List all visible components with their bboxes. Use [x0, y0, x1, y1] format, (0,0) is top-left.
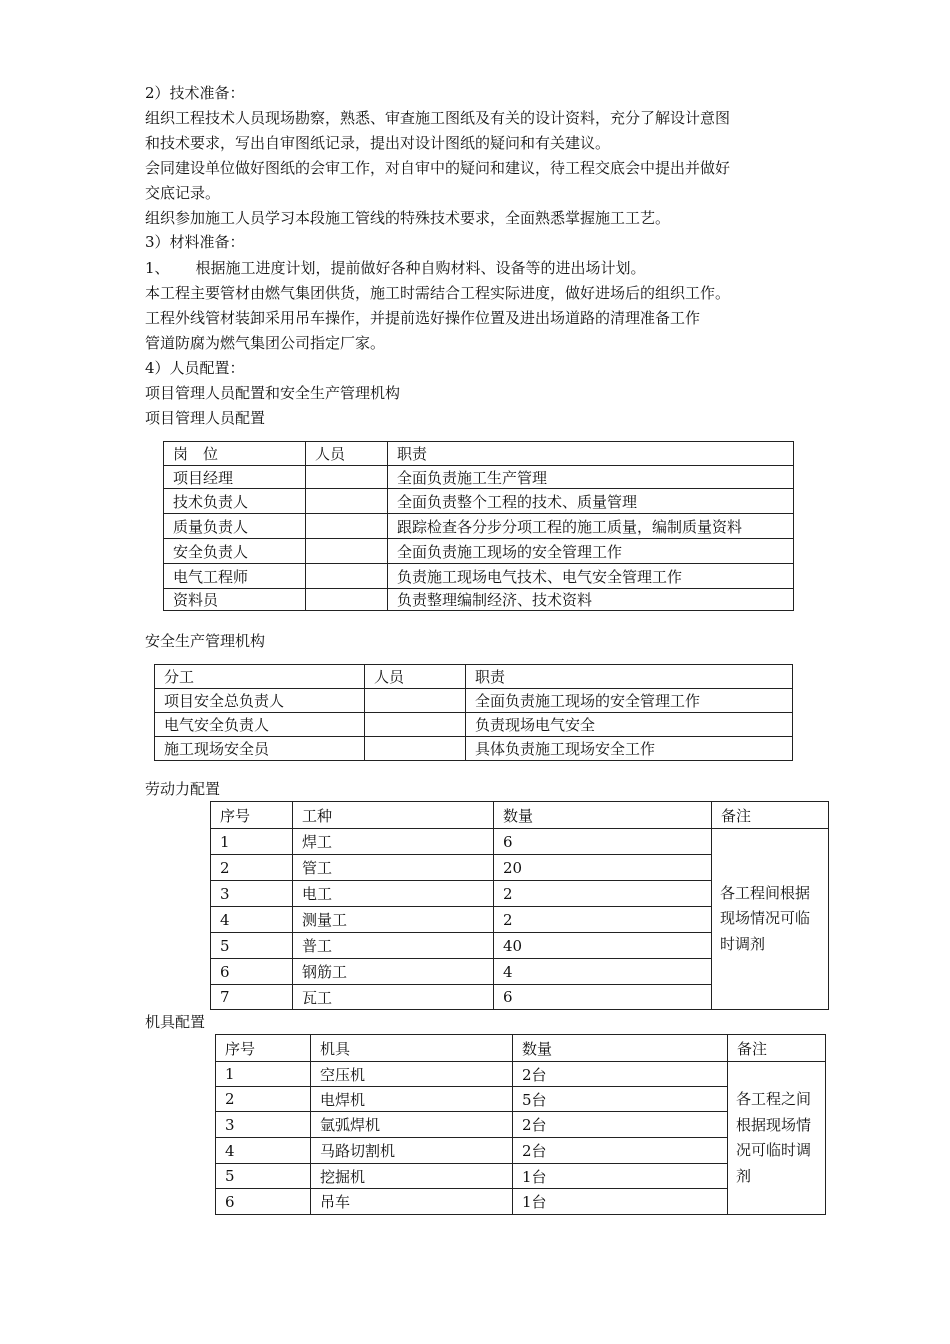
- table-header: 数量: [494, 802, 712, 829]
- table-cell: 3: [216, 1112, 311, 1138]
- table-cell: 2: [211, 855, 293, 881]
- table-cell: 3: [211, 881, 293, 907]
- table-cell: 2: [494, 881, 712, 907]
- table-cell: 5台: [513, 1087, 728, 1112]
- table-row: [155, 737, 793, 761]
- table-cell: [365, 689, 466, 713]
- paragraph-line: 会同建设单位做好图纸的会审工作，对自审中的疑问和建议，待工程交底会中提出并做好: [145, 159, 731, 177]
- table-header: 备注: [728, 1035, 826, 1062]
- table-cell: 负责整理编制经济、技术资料: [388, 589, 794, 611]
- table-cell: 6: [211, 959, 293, 985]
- table-cell: 挖掘机: [311, 1164, 513, 1189]
- table-header: 人员: [365, 665, 466, 689]
- table-header-row: [211, 802, 829, 829]
- table-row: [211, 829, 829, 855]
- table-cell: 2台: [513, 1062, 728, 1087]
- table-cell: 测量工: [293, 907, 494, 933]
- table-header-row: [164, 442, 794, 466]
- paragraph-line: 交底记录。: [145, 184, 221, 202]
- table-header: 备注: [712, 802, 829, 829]
- table-row: [216, 1062, 826, 1087]
- list-number: 1、: [145, 259, 170, 277]
- table-cell: 1: [211, 829, 293, 855]
- heading-tech-prep: 2）技术准备：: [145, 84, 245, 102]
- table-cell: 电气工程师: [164, 564, 306, 589]
- machine-table: [215, 1034, 826, 1215]
- table-cell: 钢筋工: [293, 959, 494, 985]
- table-row: [164, 514, 794, 539]
- list-text: 根据施工进度计划，提前做好各种自购材料、设备等的进出场计划。: [195, 259, 646, 277]
- table-row: [155, 713, 793, 737]
- table-note-cell: 各工程之间根据现场情况可临时调剂: [728, 1062, 826, 1215]
- table-row: [164, 589, 794, 611]
- table-cell: 全面负责施工现场的安全管理工作: [388, 539, 794, 564]
- labor-table: [210, 801, 829, 1010]
- table-header: 人员: [306, 442, 388, 466]
- table-cell: 4: [494, 959, 712, 985]
- paragraph-line: 组织工程技术人员现场勘察，熟悉、审查施工图纸及有关的设计资料，充分了解设计意图: [145, 109, 731, 127]
- paragraph-line: 管道防腐为燃气集团公司指定厂家。: [145, 334, 386, 352]
- table-cell: 负责施工现场电气技术、电气安全管理工作: [388, 564, 794, 589]
- staff-table: [163, 441, 794, 611]
- table-cell: [306, 589, 388, 611]
- table-cell: 焊工: [293, 829, 494, 855]
- table-cell: 20: [494, 855, 712, 881]
- table-cell: 项目经理: [164, 466, 306, 489]
- table-cell: 普工: [293, 933, 494, 959]
- table-cell: 全面负责整个工程的技术、质量管理: [388, 489, 794, 514]
- table-cell: 5: [216, 1164, 311, 1189]
- table-cell: 5: [211, 933, 293, 959]
- safety-table: [154, 664, 793, 761]
- table-cell: 4: [211, 907, 293, 933]
- table-cell: 6: [216, 1189, 311, 1215]
- table-header: 工种: [293, 802, 494, 829]
- table-header: 分工: [155, 665, 365, 689]
- paragraph-line: [145, 258, 646, 278]
- table-header: 岗 位: [164, 442, 306, 466]
- table-cell: 负责现场电气安全: [466, 713, 793, 737]
- safety-table-title: 安全生产管理机构: [145, 632, 266, 650]
- heading-staffing: 4）人员配置：: [145, 359, 245, 377]
- heading-material-prep: 3）材料准备：: [145, 233, 245, 251]
- table-cell: 6: [494, 985, 712, 1010]
- table-cell: 瓦工: [293, 985, 494, 1010]
- table-cell: 马路切割机: [311, 1138, 513, 1164]
- table-cell: 1: [216, 1062, 311, 1087]
- table-row: [164, 489, 794, 514]
- table-header: 职责: [388, 442, 794, 466]
- table-cell: 2台: [513, 1112, 728, 1138]
- table-row: [155, 689, 793, 713]
- table-cell: [306, 564, 388, 589]
- table-cell: [306, 514, 388, 539]
- table-cell: 技术负责人: [164, 489, 306, 514]
- table-row: [164, 539, 794, 564]
- table-cell: 全面负责施工现场的安全管理工作: [466, 689, 793, 713]
- table-row: [164, 564, 794, 589]
- table-header: 序号: [211, 802, 293, 829]
- table-cell: 管工: [293, 855, 494, 881]
- table-cell: [306, 539, 388, 564]
- table-cell: 40: [494, 933, 712, 959]
- paragraph-line: 组织参加施工人员学习本段施工管线的特殊技术要求，全面熟悉掌握施工工艺。: [145, 209, 671, 227]
- table-cell: 空压机: [311, 1062, 513, 1087]
- table-cell: [365, 737, 466, 761]
- paragraph-line: 项目管理人员配置和安全生产管理机构: [145, 384, 401, 402]
- table-header: 机具: [311, 1035, 513, 1062]
- table-cell: 施工现场安全员: [155, 737, 365, 761]
- table-cell: 吊车: [311, 1189, 513, 1215]
- table-cell: [365, 713, 466, 737]
- staff-table-title: 项目管理人员配置: [145, 409, 266, 427]
- table-cell: 2: [216, 1087, 311, 1112]
- table-cell: 具体负责施工现场安全工作: [466, 737, 793, 761]
- table-cell: 电工: [293, 881, 494, 907]
- table-row: [164, 466, 794, 489]
- table-header: 职责: [466, 665, 793, 689]
- table-cell: 跟踪检查各分步分项工程的施工质量，编制质量资料: [388, 514, 794, 539]
- table-header-row: [216, 1035, 826, 1062]
- table-note-cell: 各工程间根据现场情况可临时调剂: [712, 829, 829, 1010]
- table-cell: 7: [211, 985, 293, 1010]
- labor-table-title: 劳动力配置: [145, 780, 221, 798]
- table-cell: 安全负责人: [164, 539, 306, 564]
- table-cell: [306, 466, 388, 489]
- table-header: 数量: [513, 1035, 728, 1062]
- table-cell: 项目安全总负责人: [155, 689, 365, 713]
- paragraph-line: 本工程主要管材由燃气集团供货，施工时需结合工程实际进度，做好进场后的组织工作。: [145, 284, 731, 302]
- paragraph-line: 工程外线管材装卸采用吊车操作，并提前选好操作位置及进出场道路的清理准备工作: [145, 309, 701, 327]
- table-cell: [306, 489, 388, 514]
- table-cell: 1台: [513, 1164, 728, 1189]
- table-cell: 1台: [513, 1189, 728, 1215]
- table-cell: 氩弧焊机: [311, 1112, 513, 1138]
- table-cell: 电气安全负责人: [155, 713, 365, 737]
- paragraph-line: 和技术要求，写出自审图纸记录，提出对设计图纸的疑问和有关建议。: [145, 134, 611, 152]
- machine-table-title: 机具配置: [145, 1013, 206, 1031]
- table-cell: 资料员: [164, 589, 306, 611]
- table-header: 序号: [216, 1035, 311, 1062]
- table-cell: 2台: [513, 1138, 728, 1164]
- table-cell: 2: [494, 907, 712, 933]
- table-cell: 电焊机: [311, 1087, 513, 1112]
- table-cell: 全面负责施工生产管理: [388, 466, 794, 489]
- table-header-row: [155, 665, 793, 689]
- table-cell: 6: [494, 829, 712, 855]
- table-cell: 质量负责人: [164, 514, 306, 539]
- table-cell: 4: [216, 1138, 311, 1164]
